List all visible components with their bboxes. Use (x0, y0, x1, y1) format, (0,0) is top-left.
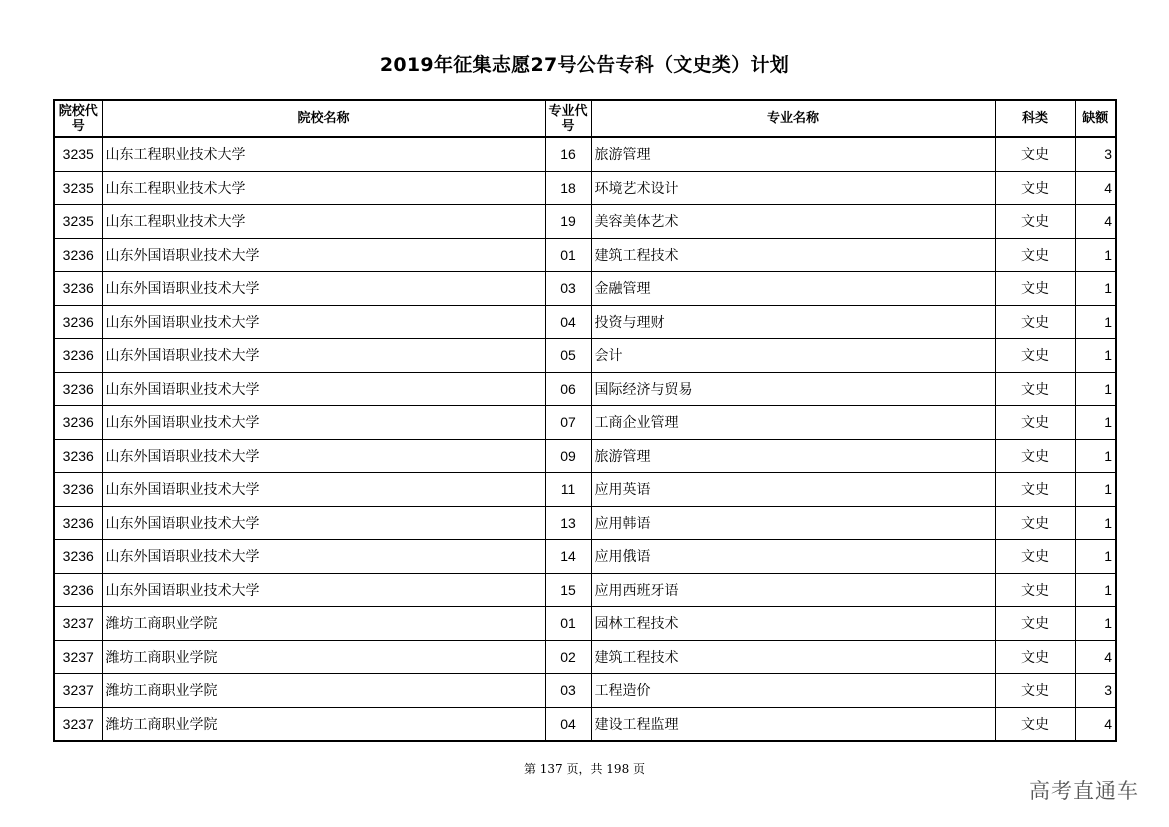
cell-major-name: 建筑工程技术 (591, 238, 995, 272)
cell-major-code: 04 (545, 305, 591, 339)
cell-school-name: 潍坊工商职业学院 (102, 707, 545, 741)
cell-vacancy: 1 (1075, 238, 1116, 272)
cell-school-name: 山东外国语职业技术大学 (102, 506, 545, 540)
cell-category: 文史 (995, 707, 1075, 741)
cell-major-code: 11 (545, 473, 591, 507)
table-row (54, 372, 1116, 406)
cell-school-code: 3235 (54, 171, 102, 205)
table-row (54, 473, 1116, 507)
cell-major-name: 美容美体艺术 (591, 205, 995, 239)
cell-school-code: 3237 (54, 707, 102, 741)
table-row (54, 272, 1116, 306)
cell-major-code: 19 (545, 205, 591, 239)
cell-major-name: 园林工程技术 (591, 607, 995, 641)
cell-major-code: 07 (545, 406, 591, 440)
cell-category: 文史 (995, 171, 1075, 205)
cell-school-name: 潍坊工商职业学院 (102, 640, 545, 674)
cell-category: 文史 (995, 305, 1075, 339)
cell-school-name: 山东外国语职业技术大学 (102, 473, 545, 507)
table-row (54, 171, 1116, 205)
cell-category: 文史 (995, 439, 1075, 473)
cell-school-code: 3235 (54, 205, 102, 239)
cell-vacancy: 1 (1075, 439, 1116, 473)
cell-school-name: 山东外国语职业技术大学 (102, 372, 545, 406)
cell-major-code: 04 (545, 707, 591, 741)
cell-vacancy: 1 (1075, 305, 1116, 339)
cell-school-code: 3236 (54, 238, 102, 272)
table-row (54, 674, 1116, 708)
table-row (54, 439, 1116, 473)
table-row (54, 640, 1116, 674)
cell-school-code: 3237 (54, 640, 102, 674)
cell-major-code: 03 (545, 272, 591, 306)
cell-school-code: 3237 (54, 607, 102, 641)
cell-major-name: 金融管理 (591, 272, 995, 306)
table-row (54, 573, 1116, 607)
cell-school-name: 山东工程职业技术大学 (102, 205, 545, 239)
cell-major-name: 应用西班牙语 (591, 573, 995, 607)
cell-school-code: 3236 (54, 272, 102, 306)
cell-category: 文史 (995, 506, 1075, 540)
cell-school-name: 山东外国语职业技术大学 (102, 540, 545, 574)
cell-school-code: 3236 (54, 506, 102, 540)
cell-major-name: 环境艺术设计 (591, 171, 995, 205)
cell-school-name: 山东工程职业技术大学 (102, 137, 545, 171)
watermark: 高考直通车 (1029, 779, 1139, 803)
cell-major-code: 09 (545, 439, 591, 473)
table-row (54, 205, 1116, 239)
cell-major-name: 应用韩语 (591, 506, 995, 540)
cell-vacancy: 3 (1075, 137, 1116, 171)
cell-category: 文史 (995, 406, 1075, 440)
header-vacancy: 缺额 (1075, 100, 1116, 137)
cell-major-code: 18 (545, 171, 591, 205)
cell-vacancy: 1 (1075, 372, 1116, 406)
cell-school-name: 山东外国语职业技术大学 (102, 339, 545, 373)
header-major-name: 专业名称 (591, 100, 995, 137)
cell-school-code: 3236 (54, 339, 102, 373)
cell-vacancy: 1 (1075, 473, 1116, 507)
cell-school-name: 潍坊工商职业学院 (102, 674, 545, 708)
cell-school-code: 3236 (54, 372, 102, 406)
table-header-row (54, 100, 1116, 137)
cell-school-name: 山东外国语职业技术大学 (102, 272, 545, 306)
table-row (54, 506, 1116, 540)
cell-vacancy: 1 (1075, 540, 1116, 574)
cell-category: 文史 (995, 137, 1075, 171)
cell-category: 文史 (995, 674, 1075, 708)
cell-school-name: 山东外国语职业技术大学 (102, 305, 545, 339)
cell-school-code: 3235 (54, 137, 102, 171)
cell-major-code: 03 (545, 674, 591, 708)
cell-major-name: 会计 (591, 339, 995, 373)
cell-school-name: 山东外国语职业技术大学 (102, 573, 545, 607)
cell-vacancy: 3 (1075, 674, 1116, 708)
cell-school-code: 3237 (54, 674, 102, 708)
cell-major-code: 16 (545, 137, 591, 171)
cell-school-name: 山东外国语职业技术大学 (102, 406, 545, 440)
cell-vacancy: 4 (1075, 640, 1116, 674)
cell-vacancy: 1 (1075, 573, 1116, 607)
table-row (54, 406, 1116, 440)
table-row (54, 339, 1116, 373)
cell-category: 文史 (995, 607, 1075, 641)
header-school-name: 院校名称 (102, 100, 545, 137)
table-row (54, 540, 1116, 574)
table-row (54, 238, 1116, 272)
cell-major-name: 旅游管理 (591, 439, 995, 473)
cell-school-code: 3236 (54, 540, 102, 574)
cell-vacancy: 1 (1075, 406, 1116, 440)
cell-school-code: 3236 (54, 439, 102, 473)
cell-major-code: 01 (545, 238, 591, 272)
cell-category: 文史 (995, 473, 1075, 507)
cell-vacancy: 1 (1075, 339, 1116, 373)
table-row (54, 707, 1116, 741)
cell-major-code: 14 (545, 540, 591, 574)
cell-category: 文史 (995, 272, 1075, 306)
cell-major-name: 建筑工程技术 (591, 640, 995, 674)
cell-school-code: 3236 (54, 406, 102, 440)
cell-vacancy: 4 (1075, 205, 1116, 239)
cell-major-name: 投资与理财 (591, 305, 995, 339)
cell-school-name: 山东外国语职业技术大学 (102, 238, 545, 272)
page-footer: 第 137 页，共 198 页 (523, 762, 646, 776)
cell-major-name: 应用英语 (591, 473, 995, 507)
cell-vacancy: 1 (1075, 506, 1116, 540)
cell-category: 文史 (995, 339, 1075, 373)
cell-vacancy: 4 (1075, 707, 1116, 741)
cell-category: 文史 (995, 205, 1075, 239)
cell-major-code: 15 (545, 573, 591, 607)
table-row (54, 305, 1116, 339)
cell-major-name: 工商企业管理 (591, 406, 995, 440)
header-category: 科类 (995, 100, 1075, 137)
cell-major-code: 01 (545, 607, 591, 641)
cell-category: 文史 (995, 238, 1075, 272)
cell-major-name: 建设工程监理 (591, 707, 995, 741)
cell-category: 文史 (995, 540, 1075, 574)
cell-school-code: 3236 (54, 573, 102, 607)
cell-major-code: 05 (545, 339, 591, 373)
cell-major-code: 06 (545, 372, 591, 406)
table-row (54, 607, 1116, 641)
header-major-code: 专业代号 (545, 100, 591, 137)
header-school-code: 院校代号 (54, 100, 102, 137)
cell-category: 文史 (995, 573, 1075, 607)
cell-vacancy: 4 (1075, 171, 1116, 205)
cell-major-name: 国际经济与贸易 (591, 372, 995, 406)
enrollment-plan-table (53, 99, 1117, 742)
cell-school-name: 山东工程职业技术大学 (102, 171, 545, 205)
cell-major-name: 应用俄语 (591, 540, 995, 574)
cell-major-name: 工程造价 (591, 674, 995, 708)
cell-school-code: 3236 (54, 473, 102, 507)
cell-category: 文史 (995, 372, 1075, 406)
cell-school-name: 潍坊工商职业学院 (102, 607, 545, 641)
cell-school-name: 山东外国语职业技术大学 (102, 439, 545, 473)
cell-category: 文史 (995, 640, 1075, 674)
cell-major-code: 02 (545, 640, 591, 674)
cell-vacancy: 1 (1075, 272, 1116, 306)
cell-vacancy: 1 (1075, 607, 1116, 641)
cell-major-name: 旅游管理 (591, 137, 995, 171)
page-title: 2019年征集志愿27号公告专科（文史类）计划 (379, 54, 790, 76)
cell-school-code: 3236 (54, 305, 102, 339)
cell-major-code: 13 (545, 506, 591, 540)
table-row (54, 137, 1116, 171)
